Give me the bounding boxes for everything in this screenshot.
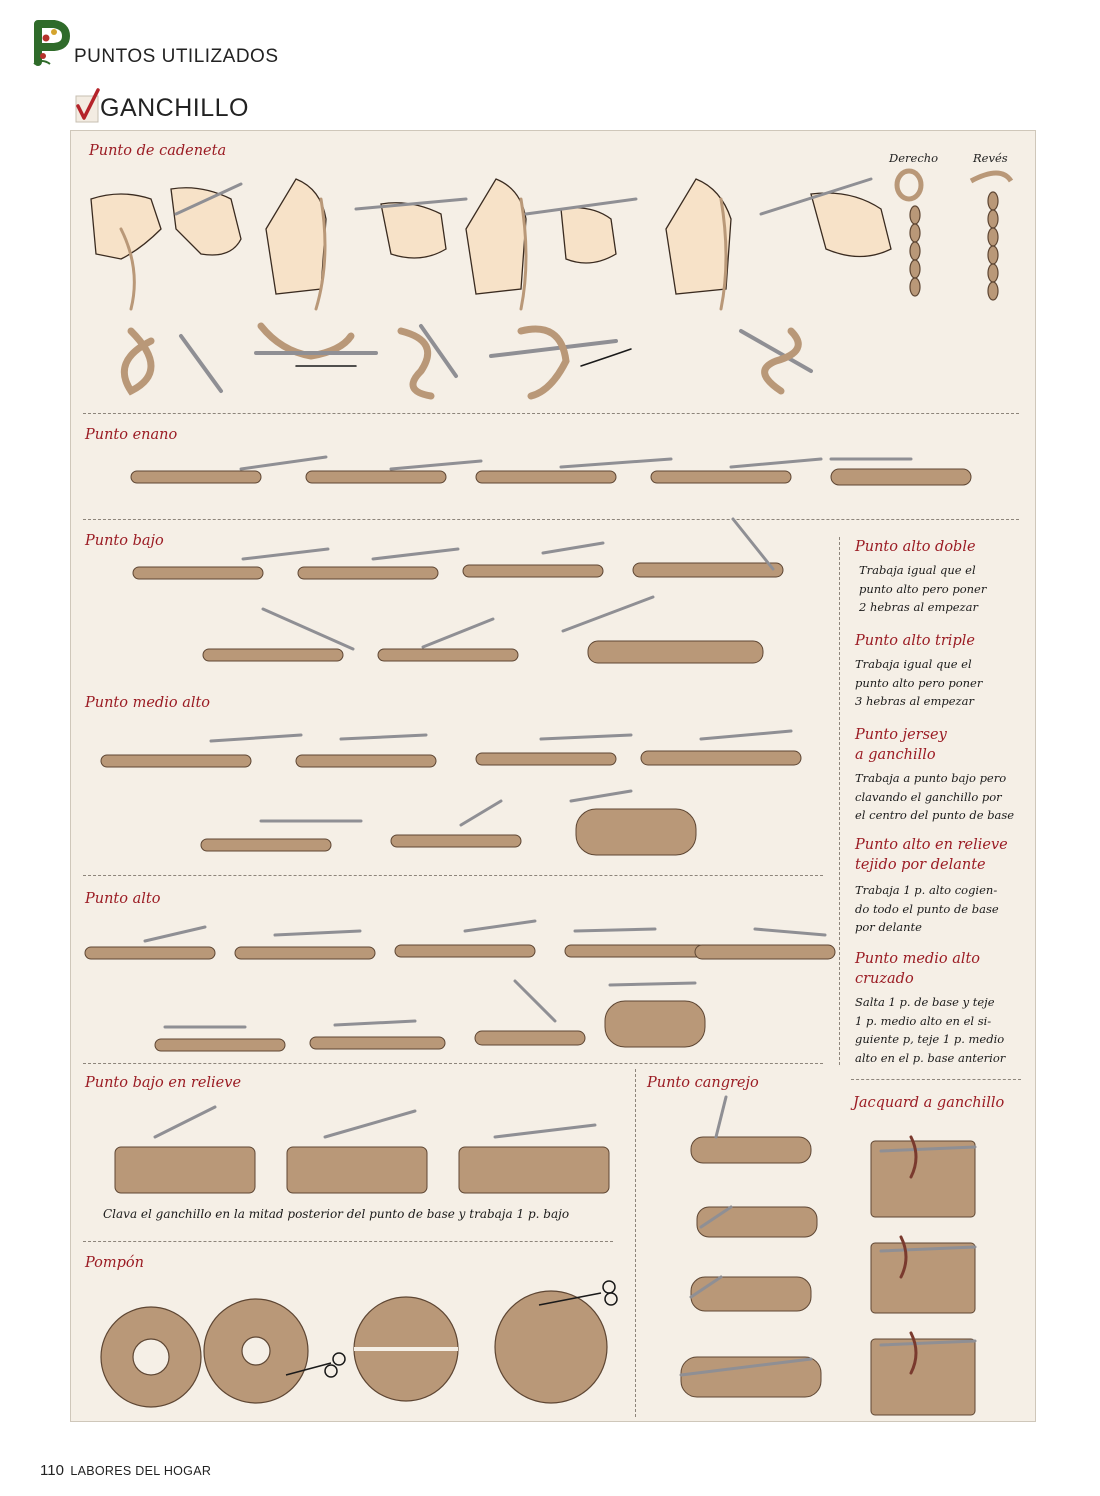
crab-stitch-steps-illustration (661, 1097, 851, 1407)
chain-stitch-hands-illustration (81, 169, 891, 309)
note-body: Salta 1 p. de base y teje 1 p. medio alto en el si- guiente p, teje 1 p. medio alto en el p. base anterior (855, 995, 1006, 1065)
subsection-header (72, 88, 472, 124)
section-label-bajo: Punto bajo (85, 533, 164, 549)
divider-4 (83, 1063, 823, 1064)
hands-step-1 (91, 188, 241, 259)
section-label-pompon: Pompón (85, 1255, 144, 1271)
half-double-crochet-steps-illustration (101, 709, 811, 869)
check-mark-icon (72, 88, 102, 124)
label-derecho: Derecho (889, 151, 939, 165)
section-label-cangrejo: Punto cangrejo (647, 1075, 759, 1091)
note-title: cruzado (855, 971, 914, 987)
section-label-bajo-relieve: Punto bajo en relieve (85, 1075, 242, 1091)
divider-5 (851, 1079, 1021, 1080)
subsection-title: GANCHILLO (100, 94, 249, 122)
page-number: 110 (40, 1462, 64, 1479)
chain-samples-illustration (881, 167, 1021, 317)
note-title: Punto alto en relieve (855, 837, 1008, 853)
divider-3 (83, 875, 823, 876)
note-body: Trabaja igual que el punto alto pero poner 3 hebras al empezar (855, 657, 983, 708)
cangrejo-divider (635, 1069, 636, 1417)
section-header (32, 18, 632, 68)
section-label-enano: Punto enano (85, 427, 178, 443)
hands-step-3 (466, 179, 616, 294)
single-crochet-steps-illustration (133, 519, 803, 677)
note-body: Trabaja igual que el punto alto pero poner 2 hebras al empezar (859, 563, 987, 614)
drop-cap-p-icon (32, 18, 74, 66)
note-title: tejido por delante (855, 857, 986, 873)
section-label-alto: Punto alto (85, 891, 161, 907)
section-label-cadeneta: Punto de cadeneta (89, 143, 227, 159)
note-title: a ganchillo (855, 747, 936, 763)
note-title: Punto alto doble (855, 539, 976, 555)
section-title: PUNTOS UTILIZADOS (74, 46, 279, 67)
slip-stitch-steps-illustration (131, 429, 981, 499)
section-label-jacquard: Jacquard a ganchillo (853, 1095, 1005, 1111)
double-crochet-steps-illustration (85, 901, 845, 1061)
note-title: Punto medio alto (855, 951, 981, 967)
notes-column-divider (839, 537, 840, 1065)
raised-single-crochet-illustration (115, 1097, 615, 1197)
divider-6 (83, 1241, 613, 1242)
pompom-steps-illustration (91, 1267, 621, 1407)
hands-step-2 (266, 179, 446, 294)
label-reves: Revés (973, 151, 1008, 165)
jacquard-steps-illustration (871, 1117, 981, 1417)
section-label-medio-alto: Punto medio alto (85, 695, 211, 711)
hands-step-4 (666, 179, 891, 294)
raised-stitch-caption: Clava el ganchillo en la mitad posterior del punto de base y trabaja 1 p. bajo (103, 1207, 570, 1221)
page-footer (40, 1462, 211, 1480)
note-body: Trabaja a punto bajo pero clavando el ganchillo por el centro del punto de base (855, 771, 1015, 822)
magazine-name: LABORES DEL HOGAR (70, 1464, 212, 1478)
note-title: Punto jersey (855, 727, 947, 743)
note-title: Punto alto triple (855, 633, 975, 649)
divider-1 (83, 413, 1019, 414)
chain-loop-steps-illustration (111, 311, 811, 401)
note-body: Trabaja 1 p. alto cogien- do todo el punto de base por delante (855, 883, 999, 934)
stitch-guide-panel (70, 130, 1036, 1422)
